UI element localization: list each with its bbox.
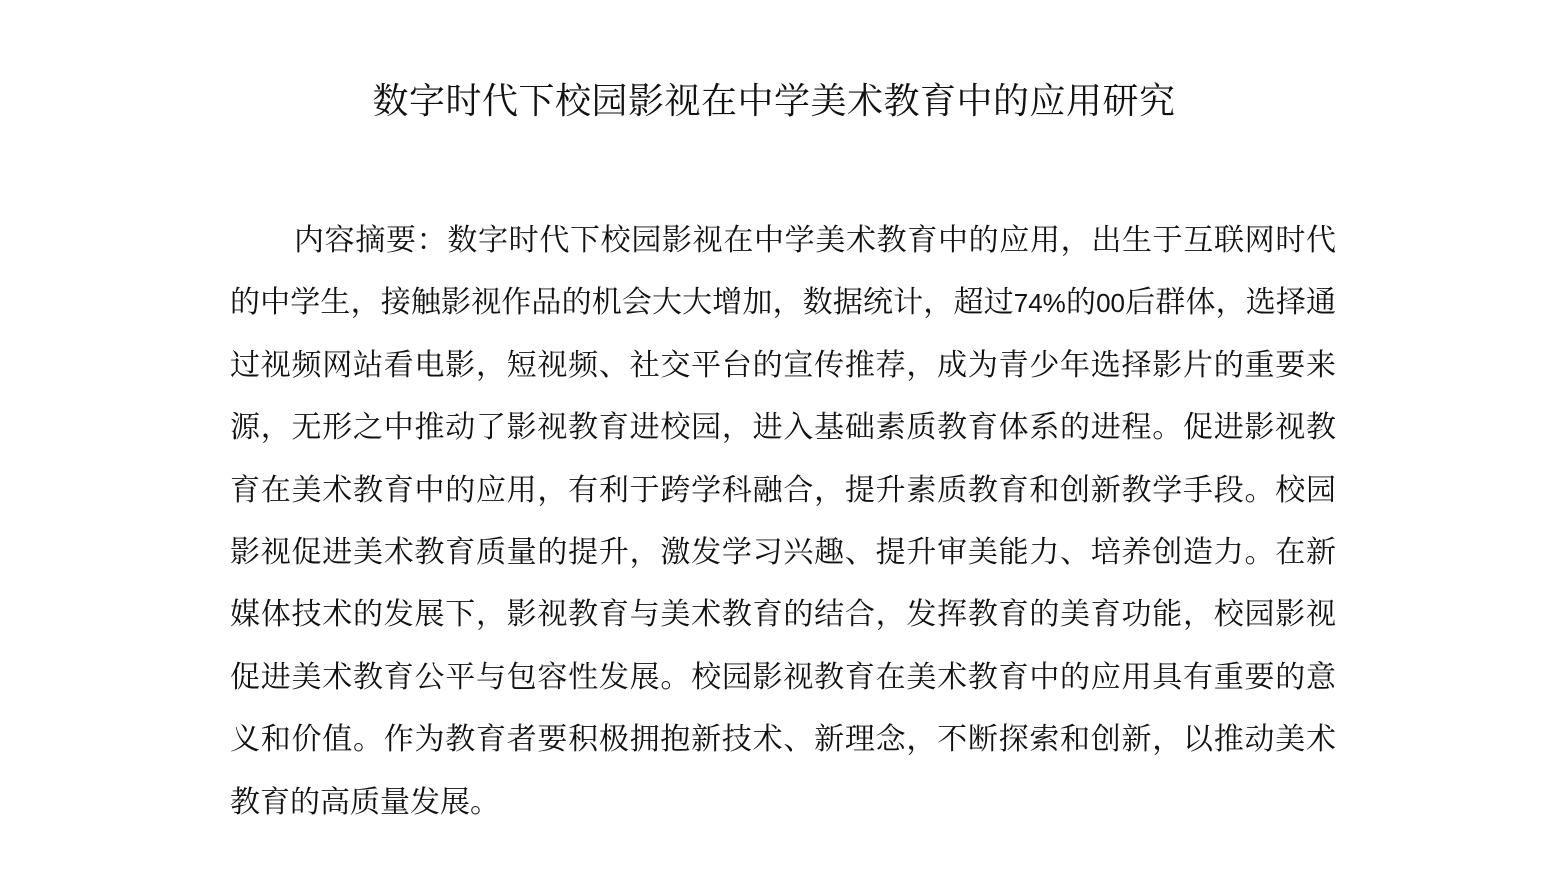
abstract-text-part1: 数字时代下校园影视在中学美术教育中的应用，出生于互联网时代的中学生，接触影视作品的机会大大增加，数据统计，超过	[230, 223, 1337, 321]
document-title: 数字时代下校园影视在中学美术教育中的应用研究	[372, 81, 1176, 122]
abstract-label: 内容摘要：	[294, 223, 448, 258]
abstract-text-part2: 的	[1065, 285, 1097, 321]
abstract-paragraph	[230, 210, 1336, 834]
abstract-text-part3: 后群体，选择通过视频网站看电影，短视频、社交平台的宣传推荐，成为青少年选择影片的重要来源，无形之中推动了影视教育进校园，进入基础素质教育体系的进程。促进影视教育在美术教育中的应用，有利于跨学科融合，提升素质教育和创新教学手段。校园影视促进美术教育质量的提升，激发学习兴趣、提升审美能力、培养创造力。在新媒体技术的发展下，影视教育与美术教育的结合，发挥教育的美育功能，校园影视促进美术教育公平与包容性发展。校园影视教育在美术教育中的应用具有重要的意义和价值。作为教育者要积极拥抱新技术、新理念，不断探索和创新，以推动美术教育的高质量发展。	[230, 285, 1337, 820]
stat-generation: 00	[1096, 288, 1126, 319]
stat-percent: 74%	[1013, 288, 1066, 319]
